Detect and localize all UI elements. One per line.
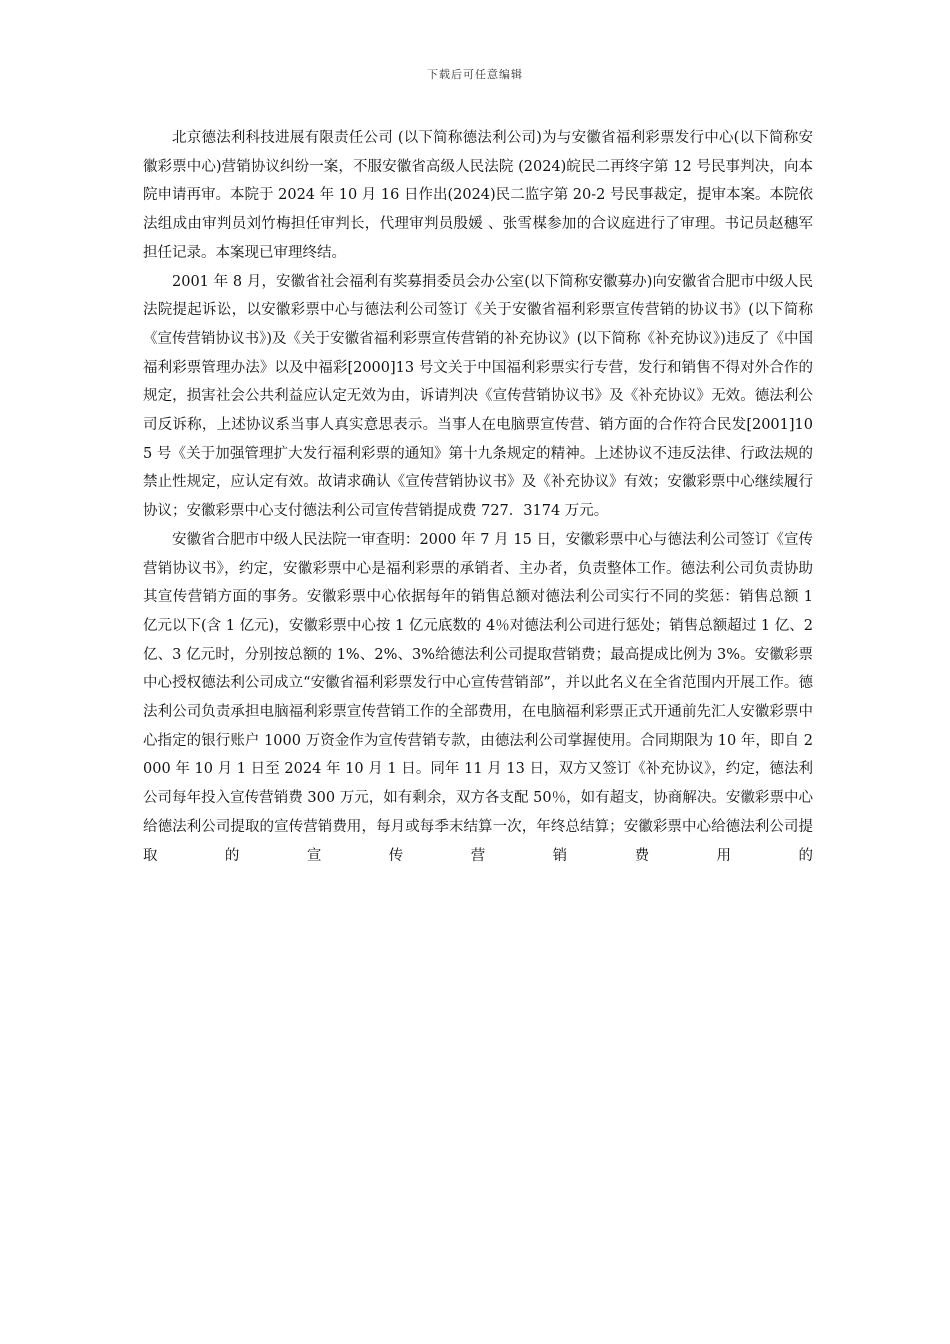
paragraph-1: 北京德法利科技进展有限责任公司 (以下简称德法利公司)为与安徽省福利彩票发行中心(以下简称安徽彩票中心)营销协议纠纷一案，不服安徽省高级人民法院 (2024)皖民二再终字第 12 号民事判决，向本院申请再审。本院于 2024 年 10 月 16 日作出(2024)民二监字第 20-2 号民事裁定，提审本案。本院依法组成由审判员刘竹梅担任审判长，代理审判员殷媛 、张雪楳参加的合议庭进行了审理。书记员赵穗军担任记录。本案现已审理终结。 (143, 130, 813, 261)
page-header: 下载后可任意编辑 (427, 68, 523, 81)
paragraph-2: 2001 年 8 月，安徽省社会福利有奖募捐委员会办公室(以下简称安徽募办)向安徽省合肥市中级人民法院提起诉讼，以安徽彩票中心与德法利公司签订《关于安徽省福利彩票宣传营销的协议书》(以下简称《宣传营销协议书》)及《关于安徽省福利彩票宣传营销的补充协议》(以下简称《补充协议》)违反了《中国福利彩票管理办法》以及中福彩[2000]13 号文关于中国福利彩票实行专营，发行和销售不得对外合作的规定，损害社会公共利益应认定无效为由，诉请判决《宣传营销协议书》及《补充协议》无效。德法利公司反诉称，上述协议系当事人真实意思表示。当事人在电脑票宣传营、销方面的合作符合民发[2001]105 号《关于加强管理扩大发行福利彩票的通知》第十九条规定的精神。上述协议不违反法律、行政法规的禁止性规定，应认定有效。故请求确认《宣传营销协议书》及《补充协议》有效；安徽彩票中心继续履行协议；安徽彩票中心支付德法利公司宣传营销提成费 727．3174 万元。 (143, 273, 813, 520)
document-body (143, 124, 813, 870)
paragraph-3: 安徽省合肥市中级人民法院一审查明：2000 年 7 月 15 日，安徽彩票中心与德法利公司签订《宣传营销协议书》，约定，安徽彩票中心是福利彩票的承销者、主办者，负责整体工作。德法利公司负责协助其宣传营销方面的事务。安徽彩票中心依据每年的销售总额对德法利公司实行不同的奖惩：销售总额 1 亿元以下(含 1 亿元)，安徽彩票中心按 1 亿元底数的 4％对德法利公司进行惩处；销售总额超过 1 亿、2 亿、3 亿元时，分别按总额的 1%、2%、3%给德法利公司提取营销费；最高提成比例为 3%。安徽彩票中心授权德法利公司成立“安徽省福利彩票发行中心宣传营销部”，并以此名义在全省范围内开展工作。德法利公司负责承担电脑福利彩票宣传营销工作的全部费用，在电脑福利彩票正式开通前先汇人安徽彩票中心指定的银行账户 1000 万资金作为宣传营销专款，由德法利公司掌握使用。合同期限为 10 年，即自 2000 年 10 月 1 日至 2024 年 10 月 1 日。同年 11 月 13 日，双方又签订《补充协议》，约定，德法利公司每年投入宣传营销费 300 万元，如有剩余，双方各支配 50％，如有超支，协商解决。安徽彩票中心给德法利公司提取的宣传营销费用，每月或每季末结算一次，年终总结算；安徽彩票中心给德法利公司提取的宣传营销费用的 (143, 531, 813, 864)
